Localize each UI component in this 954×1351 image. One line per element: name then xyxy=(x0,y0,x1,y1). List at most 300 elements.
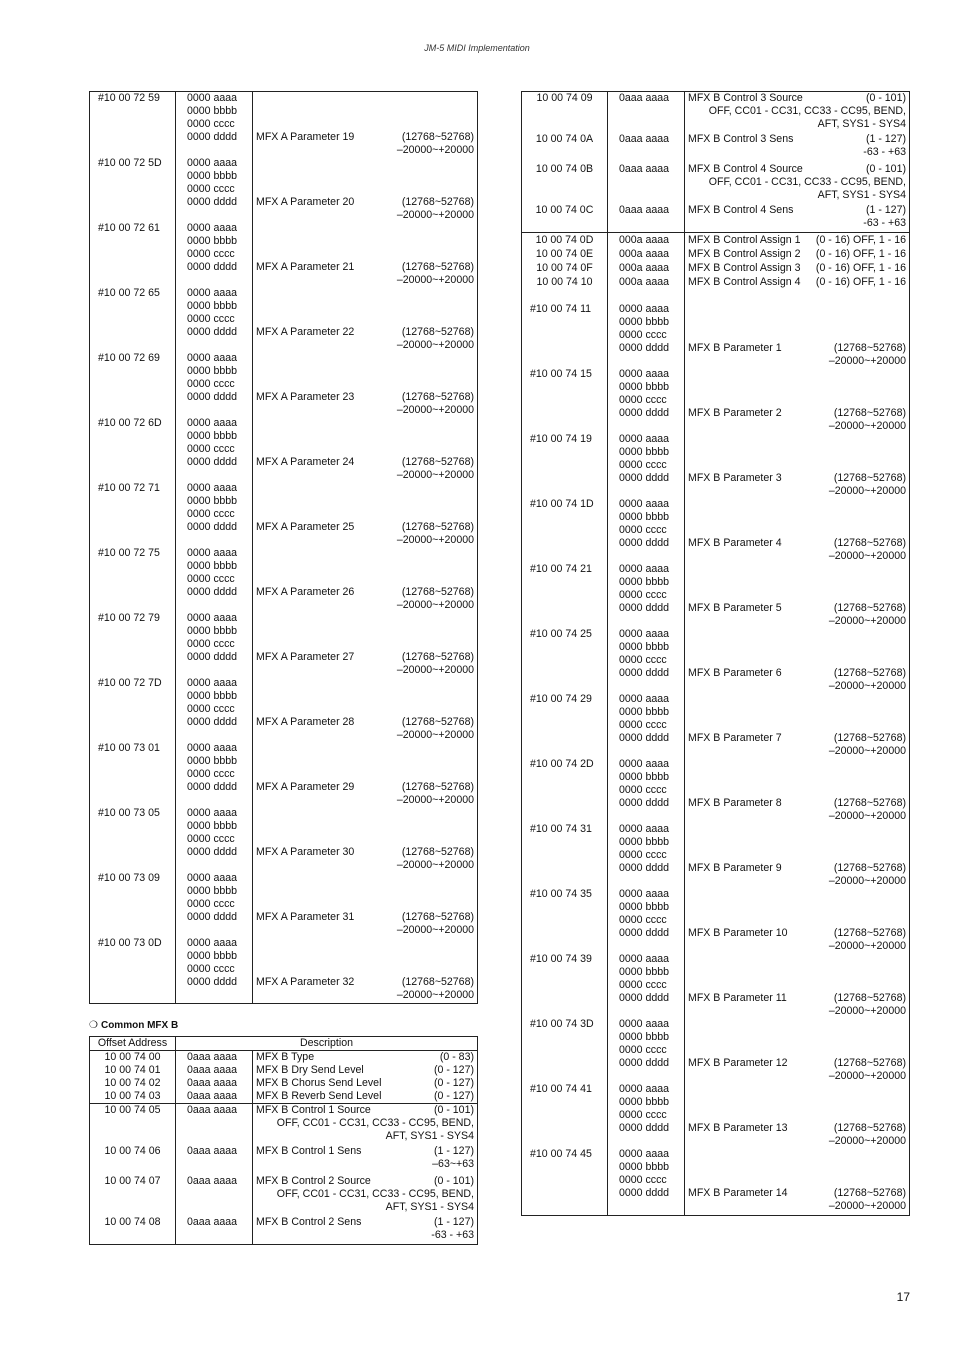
bit-line: 0000 cccc xyxy=(187,313,235,325)
bit-line: 0000 cccc xyxy=(187,443,235,455)
offset-address: 10 00 74 0A xyxy=(522,131,608,161)
description xyxy=(253,1214,478,1245)
bit-pattern xyxy=(176,482,253,547)
bit-line: 0000 bbbb xyxy=(619,901,670,913)
bit-pattern xyxy=(176,872,253,937)
bit-pattern xyxy=(176,157,253,222)
bit-line: 0000 aaaa xyxy=(619,303,670,315)
parameter-range: (12768~52768) xyxy=(401,521,474,533)
bit-line: 0000 bbbb xyxy=(619,576,670,588)
description xyxy=(253,287,478,352)
offset-address: #10 00 74 45 xyxy=(522,1148,608,1216)
parameter-name: MFX B Control Assign 3 xyxy=(688,262,801,274)
parameter-name: MFX A Parameter 31 xyxy=(256,911,355,923)
parameter-name: MFX B Control 2 Source xyxy=(256,1175,371,1187)
table-row xyxy=(90,1214,478,1245)
description xyxy=(253,547,478,612)
bit-line: 0000 dddd xyxy=(619,602,670,614)
bit-pattern: 0aaa aaaa xyxy=(608,202,685,233)
description xyxy=(685,563,910,628)
description xyxy=(685,261,910,275)
parameter-name: MFX A Parameter 26 xyxy=(256,586,355,598)
bit-line: 0000 aaaa xyxy=(619,433,670,445)
bit-line: 0000 cccc xyxy=(619,1109,667,1121)
offset-address: #10 00 74 39 xyxy=(522,953,608,1018)
table-row xyxy=(90,1090,478,1104)
bit-line: 0000 bbbb xyxy=(187,235,238,247)
bit-pattern xyxy=(176,742,253,807)
bit-line: 0000 bbbb xyxy=(187,430,238,442)
description xyxy=(253,352,478,417)
parameter-name: MFX B Parameter 6 xyxy=(688,667,782,679)
bit-line: 0000 dddd xyxy=(187,456,238,468)
bit-pattern: 0aaa aaaa xyxy=(176,1090,253,1104)
bit-pattern xyxy=(608,563,685,628)
parameter-value: –20000~+20000 xyxy=(828,1005,906,1017)
parameter-value: –20000~+20000 xyxy=(828,355,906,367)
offset-address: #10 00 72 79 xyxy=(90,612,176,677)
table-row xyxy=(90,1143,478,1173)
description xyxy=(685,368,910,433)
bit-pattern: 0aaa aaaa xyxy=(176,1077,253,1090)
bit-line: 0000 aaaa xyxy=(619,628,670,640)
parameter-name: MFX B Dry Send Level xyxy=(256,1064,364,1076)
description xyxy=(253,1064,478,1077)
common-mfx-b-table xyxy=(89,1036,478,1245)
table-row xyxy=(522,758,910,823)
bit-pattern xyxy=(176,352,253,417)
parameter-value: OFF, CC01 - CC31, CC33 - CC95, BEND, xyxy=(708,105,906,117)
offset-address: #10 00 74 11 xyxy=(522,289,608,368)
parameter-range: (12768~52768) xyxy=(833,797,906,809)
description xyxy=(685,233,910,248)
bit-line: 0000 bbbb xyxy=(187,495,238,507)
section-bullet: ❍ xyxy=(89,1020,98,1031)
bit-line: 0000 dddd xyxy=(187,521,238,533)
bit-line: 0000 dddd xyxy=(619,1057,670,1069)
table-row xyxy=(90,677,478,742)
bit-line: 0000 bbbb xyxy=(187,885,238,897)
bit-line: 0000 aaaa xyxy=(619,1083,670,1095)
bit-line: 0000 bbbb xyxy=(187,690,238,702)
parameter-value: -63 - +63 xyxy=(863,146,906,158)
bit-line: 0000 aaaa xyxy=(187,352,238,364)
parameter-range: (12768~52768) xyxy=(401,391,474,403)
parameter-name: MFX B Control 4 Sens xyxy=(688,204,794,216)
parameter-name: MFX A Parameter 21 xyxy=(256,261,355,273)
bit-line: 0000 dddd xyxy=(619,1122,670,1134)
bit-line: 0000 bbbb xyxy=(187,105,238,117)
bit-line: 0000 aaaa xyxy=(187,222,238,234)
parameter-range: (0 - 101) xyxy=(433,1175,474,1187)
parameter-name: MFX B Control 3 Source xyxy=(688,92,803,104)
bit-line: 0000 aaaa xyxy=(619,758,670,770)
header-offset-address: Offset Address xyxy=(90,1037,176,1051)
table-row xyxy=(522,92,910,132)
bit-line: 0000 aaaa xyxy=(187,157,238,169)
bit-line: 0000 cccc xyxy=(619,914,667,926)
description xyxy=(685,275,910,289)
description xyxy=(253,742,478,807)
bit-line: 0000 cccc xyxy=(619,784,667,796)
description xyxy=(685,888,910,953)
bit-pattern: 0aaa aaaa xyxy=(176,1064,253,1077)
bit-line: 0000 bbbb xyxy=(619,316,670,328)
offset-address: 10 00 74 0F xyxy=(522,261,608,275)
table-row xyxy=(90,1173,478,1214)
bit-line: 0000 dddd xyxy=(619,1187,670,1199)
parameter-range: (12768~52768) xyxy=(833,862,906,874)
bit-line: 0000 dddd xyxy=(619,667,670,679)
table-row xyxy=(90,742,478,807)
bit-line: 0000 cccc xyxy=(187,118,235,130)
parameter-name: MFX B Parameter 2 xyxy=(688,407,782,419)
bit-line: 0000 dddd xyxy=(619,537,670,549)
table-row xyxy=(90,547,478,612)
parameter-name: MFX A Parameter 25 xyxy=(256,521,355,533)
bit-pattern xyxy=(176,807,253,872)
mfx-a-parameter-table xyxy=(89,91,478,1004)
bit-pattern: 0aaa aaaa xyxy=(608,92,685,132)
bit-line: 0000 bbbb xyxy=(619,1096,670,1108)
bit-line: 0000 cccc xyxy=(619,329,667,341)
parameter-value: –20000~+20000 xyxy=(396,664,474,676)
bit-pattern xyxy=(608,289,685,368)
parameter-range: (12768~52768) xyxy=(833,1122,906,1134)
parameter-range: (12768~52768) xyxy=(401,196,474,208)
parameter-value: AFT, SYS1 - SYS4 xyxy=(817,118,906,130)
parameter-name: MFX B Parameter 1 xyxy=(688,342,782,354)
parameter-range: (12768~52768) xyxy=(401,456,474,468)
offset-address: 10 00 74 08 xyxy=(90,1214,176,1245)
parameter-range: (12768~52768) xyxy=(833,602,906,614)
parameter-name: MFX B Parameter 11 xyxy=(688,992,787,1004)
parameter-name: MFX A Parameter 24 xyxy=(256,456,355,468)
parameter-range: (12768~52768) xyxy=(833,407,906,419)
bit-pattern xyxy=(608,693,685,758)
description xyxy=(685,693,910,758)
parameter-value: –20000~+20000 xyxy=(396,144,474,156)
table-row xyxy=(90,1051,478,1065)
bit-line: 0000 dddd xyxy=(187,196,238,208)
bit-line: 0000 cccc xyxy=(187,768,235,780)
table-header-row xyxy=(90,1037,478,1051)
table-row xyxy=(522,202,910,233)
bit-line: 0000 aaaa xyxy=(187,417,238,429)
bit-line: 0000 aaaa xyxy=(619,888,670,900)
offset-address: #10 00 74 29 xyxy=(522,693,608,758)
parameter-range: (1 - 127) xyxy=(865,204,906,216)
parameter-value: –20000~+20000 xyxy=(396,599,474,611)
bit-line: 0000 cccc xyxy=(619,459,667,471)
description xyxy=(253,482,478,547)
offset-address: #10 00 72 7D xyxy=(90,677,176,742)
description xyxy=(685,1018,910,1083)
bit-line: 0000 cccc xyxy=(619,524,667,536)
bit-line: 0000 dddd xyxy=(187,911,238,923)
parameter-name: MFX B Control Assign 1 xyxy=(688,234,801,246)
table-row xyxy=(522,1148,910,1216)
bit-line: 0000 dddd xyxy=(187,846,238,858)
bit-line: 0000 dddd xyxy=(619,927,670,939)
table-row xyxy=(90,92,478,158)
parameter-name: MFX A Parameter 29 xyxy=(256,781,355,793)
parameter-range: (0 - 127) xyxy=(433,1077,474,1089)
table-row xyxy=(522,1018,910,1083)
offset-address: #10 00 74 1D xyxy=(522,498,608,563)
bit-line: 0000 cccc xyxy=(619,394,667,406)
parameter-range: (12768~52768) xyxy=(401,651,474,663)
parameter-value: –20000~+20000 xyxy=(828,680,906,692)
parameter-range: (12768~52768) xyxy=(401,716,474,728)
description xyxy=(253,677,478,742)
table-row xyxy=(522,247,910,261)
parameter-value: -63 - +63 xyxy=(431,1229,474,1241)
bit-pattern xyxy=(608,368,685,433)
table-row xyxy=(90,612,478,677)
offset-address: 10 00 74 05 xyxy=(90,1104,176,1144)
bit-line: 0000 aaaa xyxy=(187,547,238,559)
bit-line: 0000 bbbb xyxy=(187,560,238,572)
parameter-value: –20000~+20000 xyxy=(396,339,474,351)
offset-address: #10 00 72 65 xyxy=(90,287,176,352)
bit-line: 0000 aaaa xyxy=(619,563,670,575)
parameter-range: (1 - 127) xyxy=(433,1216,474,1228)
bit-line: 0000 bbbb xyxy=(187,625,238,637)
parameter-name: MFX B Control 4 Source xyxy=(688,163,803,175)
bit-pattern: 0aaa aaaa xyxy=(176,1104,253,1144)
table-row xyxy=(522,233,910,248)
bit-line: 0000 aaaa xyxy=(187,92,238,104)
description xyxy=(253,807,478,872)
bit-pattern: 000a aaaa xyxy=(608,233,685,248)
parameter-range: (0 - 101) xyxy=(865,92,906,104)
parameter-value: –20000~+20000 xyxy=(828,810,906,822)
bit-line: 0000 dddd xyxy=(187,651,238,663)
bit-pattern xyxy=(176,417,253,482)
bit-line: 0000 cccc xyxy=(187,248,235,260)
description xyxy=(685,498,910,563)
offset-address: #10 00 74 31 xyxy=(522,823,608,888)
parameter-value: –20000~+20000 xyxy=(396,924,474,936)
section-title-text: Common MFX B xyxy=(100,1020,179,1031)
offset-address: #10 00 74 19 xyxy=(522,433,608,498)
description xyxy=(253,937,478,1004)
section-title xyxy=(89,1019,178,1032)
bit-line: 0000 bbbb xyxy=(619,511,670,523)
table-row xyxy=(90,1077,478,1090)
page-number: 17 xyxy=(896,1290,910,1304)
offset-address: 10 00 74 09 xyxy=(522,92,608,132)
parameter-range: (12768~52768) xyxy=(833,927,906,939)
parameter-range: (12768~52768) xyxy=(833,1187,906,1199)
bit-line: 0000 dddd xyxy=(187,326,238,338)
parameter-name: MFX A Parameter 22 xyxy=(256,326,355,338)
bit-line: 0000 cccc xyxy=(187,183,235,195)
table-row xyxy=(90,287,478,352)
bit-pattern xyxy=(176,92,253,158)
parameter-value: AFT, SYS1 - SYS4 xyxy=(817,189,906,201)
table-row xyxy=(90,352,478,417)
bit-line: 0000 bbbb xyxy=(187,170,238,182)
bit-line: 0000 dddd xyxy=(187,586,238,598)
parameter-range: (12768~52768) xyxy=(401,976,474,988)
description xyxy=(685,433,910,498)
table-row xyxy=(522,275,910,289)
bit-pattern: 0aaa aaaa xyxy=(176,1051,253,1065)
parameter-range: (12768~52768) xyxy=(401,261,474,273)
parameter-value: –20000~+20000 xyxy=(828,615,906,627)
offset-address: 10 00 74 03 xyxy=(90,1090,176,1104)
parameter-name: MFX B Chorus Send Level xyxy=(256,1077,382,1089)
parameter-name: MFX A Parameter 30 xyxy=(256,846,355,858)
offset-address: #10 00 72 5D xyxy=(90,157,176,222)
parameter-range: (12768~52768) xyxy=(833,1057,906,1069)
parameter-value: –20000~+20000 xyxy=(828,940,906,952)
parameter-value: AFT, SYS1 - SYS4 xyxy=(385,1130,474,1142)
bit-pattern xyxy=(608,628,685,693)
offset-address: 10 00 74 07 xyxy=(90,1173,176,1214)
description xyxy=(253,1173,478,1214)
parameter-range: (12768~52768) xyxy=(833,472,906,484)
parameter-value: –20000~+20000 xyxy=(828,875,906,887)
parameter-value: AFT, SYS1 - SYS4 xyxy=(385,1201,474,1213)
description xyxy=(253,1104,478,1144)
parameter-name: MFX B Control 1 Sens xyxy=(256,1145,362,1157)
parameter-value: –20000~+20000 xyxy=(396,729,474,741)
parameter-range: (12768~52768) xyxy=(401,911,474,923)
bit-pattern: 000a aaaa xyxy=(608,261,685,275)
bit-line: 0000 bbbb xyxy=(619,836,670,848)
offset-address: 10 00 74 02 xyxy=(90,1077,176,1090)
parameter-name: MFX A Parameter 19 xyxy=(256,131,355,143)
bit-line: 0000 dddd xyxy=(187,131,238,143)
bit-line: 0000 cccc xyxy=(187,378,235,390)
bit-line: 0000 aaaa xyxy=(187,287,238,299)
parameter-name: MFX A Parameter 28 xyxy=(256,716,355,728)
table-row xyxy=(90,222,478,287)
parameter-range: (12768~52768) xyxy=(401,131,474,143)
bit-pattern xyxy=(608,823,685,888)
parameter-value: OFF, CC01 - CC31, CC33 - CC95, BEND, xyxy=(708,176,906,188)
parameter-name: MFX B Parameter 3 xyxy=(688,472,782,484)
table-row xyxy=(522,563,910,628)
description xyxy=(685,92,910,132)
table-row xyxy=(522,823,910,888)
bit-line: 0000 cccc xyxy=(187,833,235,845)
bit-pattern xyxy=(608,953,685,1018)
parameter-name: MFX B Parameter 4 xyxy=(688,537,782,549)
table-row xyxy=(90,1104,478,1144)
bit-line: 0000 aaaa xyxy=(619,953,670,965)
parameter-value: –20000~+20000 xyxy=(396,794,474,806)
parameter-value: –20000~+20000 xyxy=(828,1070,906,1082)
offset-address: #10 00 72 61 xyxy=(90,222,176,287)
parameter-range: (0 - 101) xyxy=(433,1104,474,1116)
offset-address: 10 00 74 0C xyxy=(522,202,608,233)
table-row xyxy=(522,433,910,498)
parameter-name: MFX B Parameter 10 xyxy=(688,927,788,939)
table-row xyxy=(522,261,910,275)
offset-address: #10 00 74 35 xyxy=(522,888,608,953)
bit-line: 0000 dddd xyxy=(187,781,238,793)
bit-line: 0000 aaaa xyxy=(619,368,670,380)
bit-line: 0000 aaaa xyxy=(619,823,670,835)
description xyxy=(685,202,910,233)
bit-line: 0000 dddd xyxy=(619,732,670,744)
bit-line: 0000 bbbb xyxy=(619,641,670,653)
bit-pattern: 000a aaaa xyxy=(608,275,685,289)
parameter-range: (0 - 127) xyxy=(433,1090,474,1102)
parameter-range: (12768~52768) xyxy=(401,781,474,793)
parameter-value: OFF, CC01 - CC31, CC33 - CC95, BEND, xyxy=(276,1188,474,1200)
bit-line: 0000 aaaa xyxy=(187,742,238,754)
bit-line: 0000 cccc xyxy=(187,898,235,910)
description xyxy=(685,1148,910,1216)
bit-pattern xyxy=(176,612,253,677)
parameter-name: MFX B Reverb Send Level xyxy=(256,1090,382,1102)
bit-pattern: 0aaa aaaa xyxy=(176,1173,253,1214)
bit-line: 0000 aaaa xyxy=(187,677,238,689)
parameter-range: (0 - 16) OFF, 1 - 16 xyxy=(815,276,906,288)
offset-address: #10 00 72 69 xyxy=(90,352,176,417)
parameter-name: MFX B Parameter 13 xyxy=(688,1122,788,1134)
parameter-range: (12768~52768) xyxy=(833,537,906,549)
bit-pattern xyxy=(176,547,253,612)
table-row xyxy=(522,498,910,563)
bit-line: 0000 aaaa xyxy=(619,1148,670,1160)
description xyxy=(685,1083,910,1148)
bit-pattern xyxy=(608,433,685,498)
bit-pattern xyxy=(608,1018,685,1083)
bit-pattern xyxy=(176,677,253,742)
table-row xyxy=(90,1064,478,1077)
parameter-name: MFX B Parameter 8 xyxy=(688,797,782,809)
parameter-range: (12768~52768) xyxy=(833,992,906,1004)
description xyxy=(253,612,478,677)
parameter-name: MFX B Control 2 Sens xyxy=(256,1216,362,1228)
bit-line: 0000 dddd xyxy=(187,391,238,403)
bit-line: 0000 aaaa xyxy=(619,1018,670,1030)
description xyxy=(685,131,910,161)
bit-line: 0000 aaaa xyxy=(187,807,238,819)
bit-line: 0000 bbbb xyxy=(619,706,670,718)
bit-pattern xyxy=(176,287,253,352)
parameter-range: (0 - 127) xyxy=(433,1064,474,1076)
bit-line: 0000 cccc xyxy=(619,719,667,731)
description xyxy=(685,758,910,823)
parameter-value: OFF, CC01 - CC31, CC33 - CC95, BEND, xyxy=(276,1117,474,1129)
bit-line: 0000 dddd xyxy=(619,342,670,354)
table-row xyxy=(90,807,478,872)
parameter-name: MFX A Parameter 32 xyxy=(256,976,355,988)
parameter-name: MFX A Parameter 20 xyxy=(256,196,355,208)
bit-pattern: 0aaa aaaa xyxy=(176,1143,253,1173)
bit-line: 0000 cccc xyxy=(619,654,667,666)
bit-line: 0000 dddd xyxy=(619,407,670,419)
table-row xyxy=(90,482,478,547)
parameter-value: –20000~+20000 xyxy=(396,209,474,221)
description xyxy=(253,157,478,222)
bit-line: 0000 dddd xyxy=(619,862,670,874)
parameter-name: MFX B Parameter 7 xyxy=(688,732,782,744)
parameter-name: MFX B Type xyxy=(256,1051,315,1063)
bit-line: 0000 aaaa xyxy=(187,612,238,624)
description xyxy=(685,161,910,202)
description xyxy=(685,247,910,261)
parameter-value: –20000~+20000 xyxy=(396,989,474,1001)
description xyxy=(253,92,478,158)
